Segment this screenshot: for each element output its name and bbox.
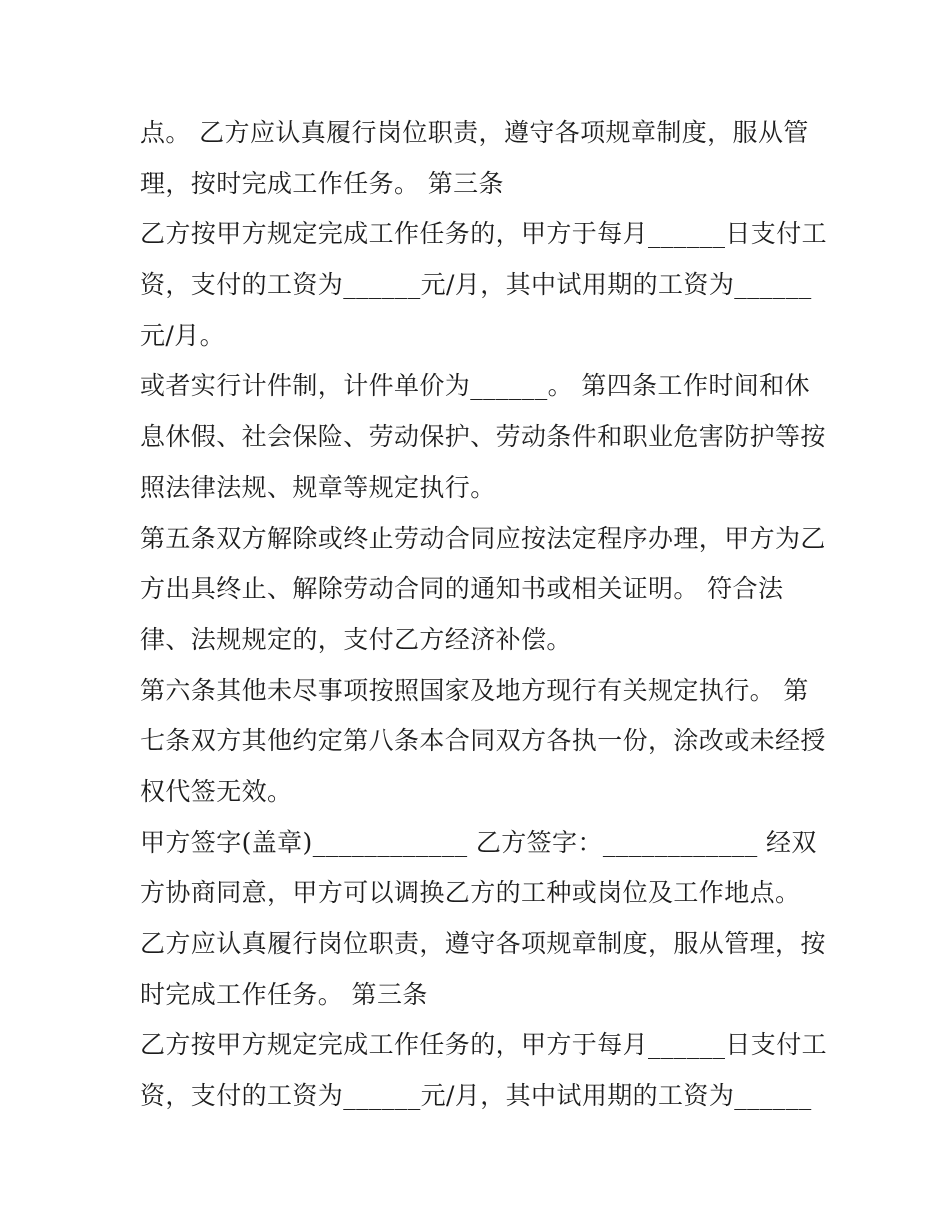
text-line: 理，按时完成工作任务。 第三条 <box>140 168 504 198</box>
text-line: 乙方按甲方规定完成工作任务的，甲方于每月______日支付工 <box>140 1030 828 1060</box>
text-line: 点。 乙方应认真履行岗位职责，遵守各项规章制度，服从管 <box>140 118 809 147</box>
text-line: 律、法规规定的，支付乙方经济补偿。 <box>140 624 572 654</box>
text-line: 方出具终止、解除劳动合同的通知书或相关证明。 符合法 <box>140 574 784 604</box>
text-line: 方协商同意，甲方可以调换乙方的工种或岗位及工作地点。 <box>140 878 801 908</box>
text-line: 第五条双方解除或终止劳动合同应按法定程序办理，甲方为乙 <box>140 523 826 553</box>
text-line: 息休假、社会保险、劳动保护、劳动条件和职业危害防护等按 <box>140 422 826 452</box>
text-line: 第六条其他未尽事项按照国家及地方现行有关规定执行。 第 <box>140 675 809 705</box>
text-line: 乙方应认真履行岗位职责，遵守各项规章制度，服从管理，按 <box>140 929 826 958</box>
text-line: 照法律法规、规章等规定执行。 <box>140 472 496 502</box>
text-line: 乙方按甲方规定完成工作任务的，甲方于每月______日支付工 <box>140 219 828 249</box>
text-line: 权代签无效。 <box>140 776 293 806</box>
signature-line: 甲方签字(盖章)____________ 乙方签字：____________ 经双 <box>140 827 817 857</box>
text-line: 资，支付的工资为______元/月，其中试用期的工资为______ <box>140 270 812 300</box>
text-line: 时完成工作任务。 第三条 <box>140 979 428 1009</box>
text-line: 资，支付的工资为______元/月，其中试用期的工资为______ <box>140 1081 812 1111</box>
contract-text-body <box>140 108 830 1122</box>
text-line: 元/月。 <box>140 320 226 350</box>
text-line: 七条双方其他约定第八条本合同双方各执一份，涂改或未经授 <box>140 726 826 756</box>
text-line: 或者实行计件制，计件单价为______。 第四条工作时间和休 <box>140 371 810 401</box>
